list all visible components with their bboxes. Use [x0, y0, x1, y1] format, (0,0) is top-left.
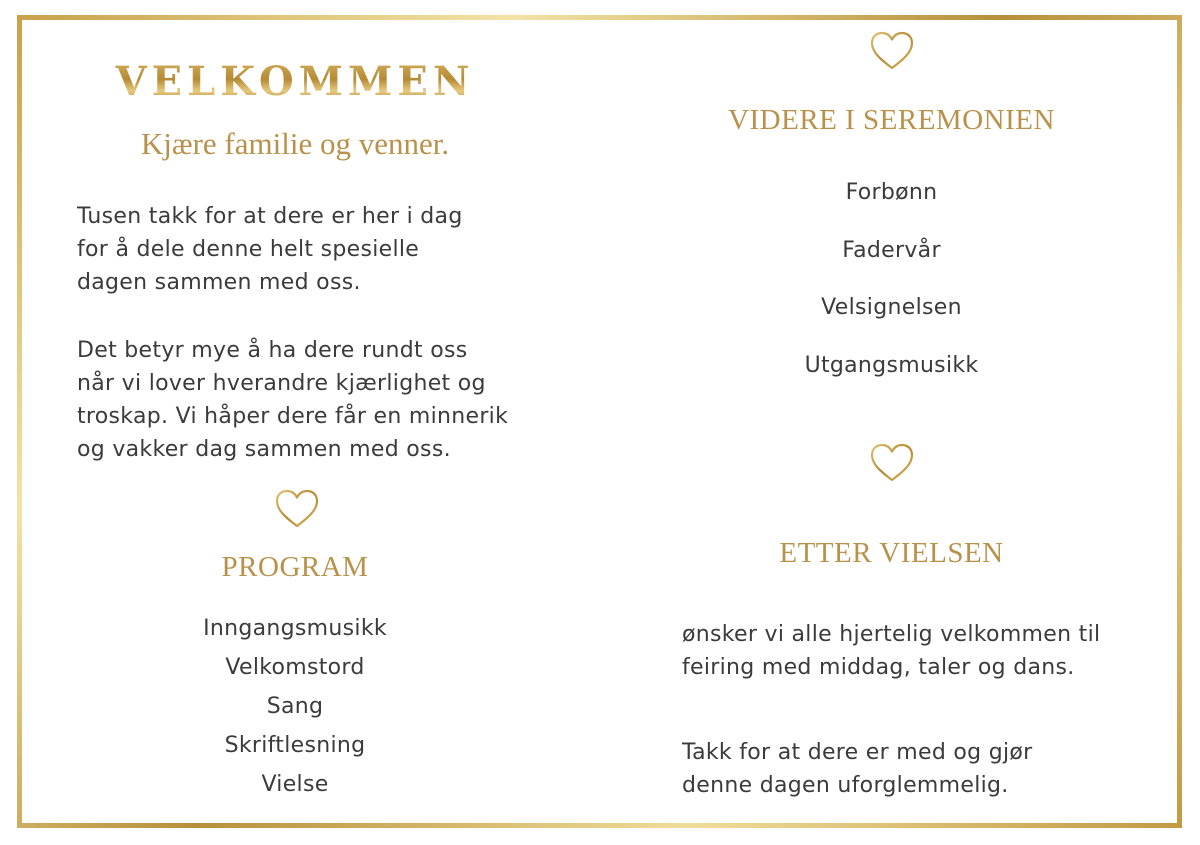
welcome-paragraph-2: Det betyr mye å ha dere rundt oss når vi lover hverandre kjærlighet og troskap. Vi håper dere får en minnerik og vakker dag sammen med oss.	[77, 338, 509, 462]
program-item: Skriftlesning	[224, 733, 366, 758]
ceremony-item: Fadervår	[842, 237, 941, 263]
program-heading: PROGRAM	[221, 551, 369, 583]
heart-outline-icon	[870, 31, 914, 71]
after-ceremony-paragraph-1: ønsker vi alle hjertelig velkommen til feiring med middag, taler og dans.	[682, 622, 1101, 680]
heart-outline-icon	[275, 489, 319, 529]
program-item: Sang	[266, 694, 324, 719]
welcome-paragraph-1: Tusen takk for at dere er her i dag for å dele denne helt spesielle dagen sammen med oss.	[77, 204, 463, 295]
ceremony-list	[660, 180, 1123, 410]
ceremony-item: Utgangsmusikk	[804, 352, 979, 378]
heart-outline-icon	[870, 443, 914, 483]
ceremony-item: Velsignelsen	[821, 295, 962, 320]
after-ceremony-heading: ETTER VIELSEN	[779, 537, 1004, 569]
after-ceremony-paragraph-2: Takk for at dere er med og gjør denne dagen uforglemmelig.	[682, 740, 1033, 798]
ceremony-item: Forbønn	[845, 180, 938, 205]
program-item: Velkomstord	[225, 655, 365, 680]
program-item: Inngangsmusikk	[203, 616, 387, 641]
welcome-title: VELKOMMEN	[60, 58, 530, 105]
program-list	[60, 616, 530, 811]
right-column	[660, 0, 1130, 845]
left-column	[60, 0, 530, 845]
welcome-subtitle: Kjære familie og venner.	[140, 126, 450, 161]
program-item: Vielse	[261, 772, 329, 797]
ceremony-heading: VIDERE I SEREMONIEN	[728, 104, 1055, 136]
